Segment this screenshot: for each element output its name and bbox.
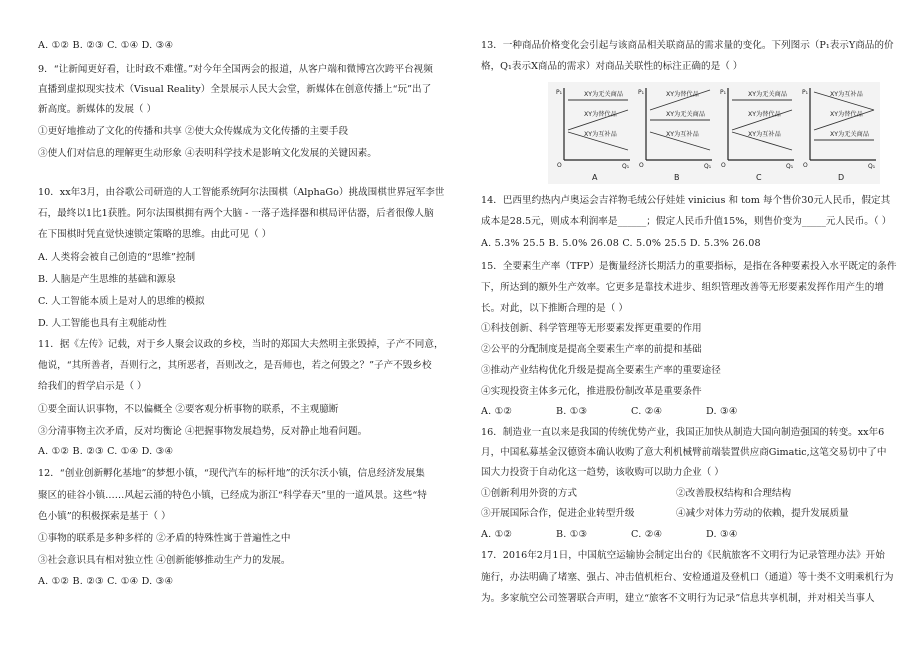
q16-statement: ①创新利用外资的方式	[481, 488, 577, 499]
relation-label: XY为替代品	[584, 111, 617, 118]
relation-label: XY为替代品	[748, 111, 781, 118]
price-axis-label: P₁	[638, 89, 645, 96]
q13-stem-line: 格，Q₁表示X商品的需求）对商品关联性的标注正确的是（ ）	[481, 61, 743, 72]
relation-label: XY为替代品	[830, 111, 863, 118]
q9-statement: ③使人们对信息的理解更生动形象 ④表明科学技术是影响文化发展的关键因素。	[38, 148, 377, 159]
q15-statement: ①科技创新、科学管理等无形要素发挥更重要的作用	[481, 323, 702, 334]
q16-statement: ④减少对体力劳动的依赖，提升发展质量	[676, 508, 849, 519]
q13-figure-svg	[548, 82, 880, 184]
quantity-axis-label: Q₁	[622, 163, 630, 170]
q12-stem-line: 12．“创业创新孵化基地”的梦想小镇，“现代汽车的标杆地”的沃尔沃小镇，信息经济发展集	[38, 468, 425, 479]
q11-stem-line: 给我们的哲学启示是（ ）	[38, 381, 147, 392]
q13-figure	[548, 82, 880, 184]
q16-stem-line: 国大力投资于自动化这一趋势，该收购可以助力企业（ ）	[481, 467, 724, 478]
q16-statement: ②改善股权结构和合理结构	[676, 488, 792, 499]
q9-stem-line: 新高度。新媒体的发展（ ）	[38, 104, 157, 115]
q11-statement: ③分清事物主次矛盾，反对均衡论 ④把握事物发展趋势，反对静止地看问题。	[38, 426, 368, 437]
q15-option-b: B. ①③	[556, 406, 588, 417]
q10-stem-line: 石，最终以1比1获胜。阿尔法围棋拥有两个大脑 - 一落子选择器和棋局评估器，后者很像人脑	[38, 208, 434, 219]
q13-stem-line: 13．一种商品价格变化会引起与该商品相关联商品的需求量的变化。下列图示（P₁表示Y商品的价	[481, 40, 894, 51]
q17-stem-line: 为。多家航空公司签署联合声明，建立“旅客不文明行为记录”信息共享机制，并对相关当事人	[481, 593, 875, 604]
q11-stem-line: 11．据《左传》记载，对于乡人聚会议政的乡校，当时的郑国大夫然明主张毁掉，子产不同意，	[38, 339, 444, 350]
q14-options: A. 5.3% 25.5 B. 5.0% 26.08 C. 5.0% 25.5 D. 5.3% 26.08	[481, 238, 761, 249]
q10-stem-line: 10．xx年3月，由谷歌公司研造的人工智能系统阿尔法围棋（AlphaGo）挑战围棋世界冠军李世	[38, 187, 445, 198]
panel-letter: C	[756, 173, 762, 182]
q15-statement: ④实现投资主体多元化，推进股份制改革是重要条件	[481, 386, 702, 397]
q16-stem-line: 16．制造业一直以来是我国的传统优势产业，我国正加快从制造大国向制造强国的转变。xx年6	[481, 427, 885, 438]
panel-letter: A	[592, 173, 598, 182]
relation-label: XY为无关商品	[666, 111, 705, 118]
q11-stem-line: 他说，“其所善者，吾则行之，其所恶者，吾则改之，是吾师也，若之何毁之？”子产不毁乡校	[38, 360, 432, 371]
q17-stem-line: 施行，办法明确了堵塞、强占、冲击值机柜台、安检通道及登机口（通道）等十类不文明乘机行为	[481, 572, 894, 583]
q9-statement: ①更好地推动了文化的传播和共享 ②使大众传媒成为文化传播的主要手段	[38, 126, 349, 137]
q15-statement: ②公平的分配制度是提高全要素生产率的前提和基础	[481, 344, 702, 355]
q16-option-a: A. ①②	[481, 529, 513, 540]
relation-label: XY为互补品	[830, 91, 863, 98]
q10-option-c: C. 人工智能本质上是对人的思维的模拟	[38, 296, 205, 307]
price-axis-label: P₁	[556, 89, 563, 96]
q16-stem-line: 月，中国私募基金汉德资本确认收购了意大利机械臂前端装置供应商Gimatic,这笔交易切中了中	[481, 447, 887, 458]
panel-letter: B	[674, 173, 680, 182]
q16-statement: ③开展国际合作，促进企业转型升级	[481, 508, 635, 519]
q16-option-d: D. ③④	[706, 529, 738, 540]
price-axis-label: P₁	[720, 89, 727, 96]
relation-label: XY为替代品	[666, 91, 699, 98]
relation-label: XY为互补品	[748, 131, 781, 138]
q12-statement: ③社会意识具有相对独立性 ④创新能够推动生产力的发展。	[38, 555, 291, 566]
quantity-axis-label: Q₁	[786, 163, 794, 170]
q10-option-a: A. 人类将会被自己创造的“思维”控制	[38, 252, 196, 263]
price-axis-label: P₁	[802, 89, 809, 96]
q16-option-b: B. ①③	[556, 529, 588, 540]
q10-option-d: D. 人工智能也具有主观能动性	[38, 318, 167, 329]
quantity-axis-label: Q₁	[704, 163, 712, 170]
q15-stem-line: 15．全要素生产率（TFP）是衡量经济长期活力的重要指标，是指在各种要素投入水平既定的条件	[481, 261, 897, 272]
q14-stem-line: 14．巴西里约热内卢奥运会吉祥物毛绒公仔娃娃 vinicius 和 tom 每个售价30元人民币，假定其	[481, 195, 891, 206]
q10-stem-line: 在下围棋时凭直觉快速锁定策略的思维。由此可见（ ）	[38, 229, 272, 240]
panel-letter: D	[838, 173, 845, 182]
relation-label: XY为无关商品	[748, 91, 787, 98]
origin-label: O	[721, 162, 726, 169]
relation-label: XY为互补品	[584, 131, 617, 138]
q15-option-d: D. ③④	[706, 406, 738, 417]
q14-stem-line: 成本是28.5元，则成本利润率是______；假定人民币升值15%，则售价变为_____元人民币。（ ）	[481, 216, 892, 227]
q12-options: A. ①② B. ②③ C. ①④ D. ③④	[38, 576, 174, 587]
q15-stem-line: 下，所达到的额外生产效率。它更多是靠技术进步、组织管理改善等无形要素发挥作用产生的增	[481, 282, 884, 293]
q8-options: A. ①② B. ②③ C. ①④ D. ③④	[38, 40, 174, 51]
q11-statement: ①要全面认识事物，不以偏概全 ②要客观分析事物的联系，不主观臆断	[38, 404, 339, 415]
q12-stem-line: 聚区的硅谷小镇……风起云涌的特色小镇，已经成为浙江“科学春天”里的一道风景。这些“特	[38, 490, 427, 501]
q11-options: A. ①② B. ②③ C. ①④ D. ③④	[38, 446, 174, 457]
q10-option-b: B. 人脑是产生思维的基础和源泉	[38, 274, 176, 285]
q12-statement: ①事物的联系是多种多样的 ②矛盾的特殊性寓于普遍性之中	[38, 533, 291, 544]
q16-option-c: C. ②④	[631, 529, 663, 540]
origin-label: O	[557, 162, 562, 169]
relation-label: XY为无关商品	[584, 91, 623, 98]
origin-label: O	[803, 162, 808, 169]
relation-label: XY为互补品	[666, 131, 699, 138]
relation-label: XY为无关商品	[830, 131, 869, 138]
origin-label: O	[639, 162, 644, 169]
q15-option-a: A. ①②	[481, 406, 513, 417]
q12-stem-line: 色小镇”的积极探索是基于（ ）	[38, 511, 171, 522]
quantity-axis-label: Q₁	[868, 163, 876, 170]
q15-option-c: C. ②④	[631, 406, 663, 417]
q15-stem-line: 长。对此，以下推断合理的是（ ）	[481, 303, 628, 314]
q17-stem-line: 17．2016年2月1日，中国航空运输协会制定出台的《民航旅客不文明行为记录管理办法》开始	[481, 550, 885, 561]
q9-stem-line: 直播到虚拟现实技术（Visual Reality）全景展示人民大会堂，新媒体在创意传播上“玩”出了	[38, 84, 432, 95]
q9-stem-line: 9．“让新闻更好看，让时政不难懂。”对今年全国两会的报道，从客户端和微博宫次跨平台视频	[38, 64, 433, 75]
q15-statement: ③推动产业结构优化升级是提高全要素生产率的重要途径	[481, 365, 721, 376]
